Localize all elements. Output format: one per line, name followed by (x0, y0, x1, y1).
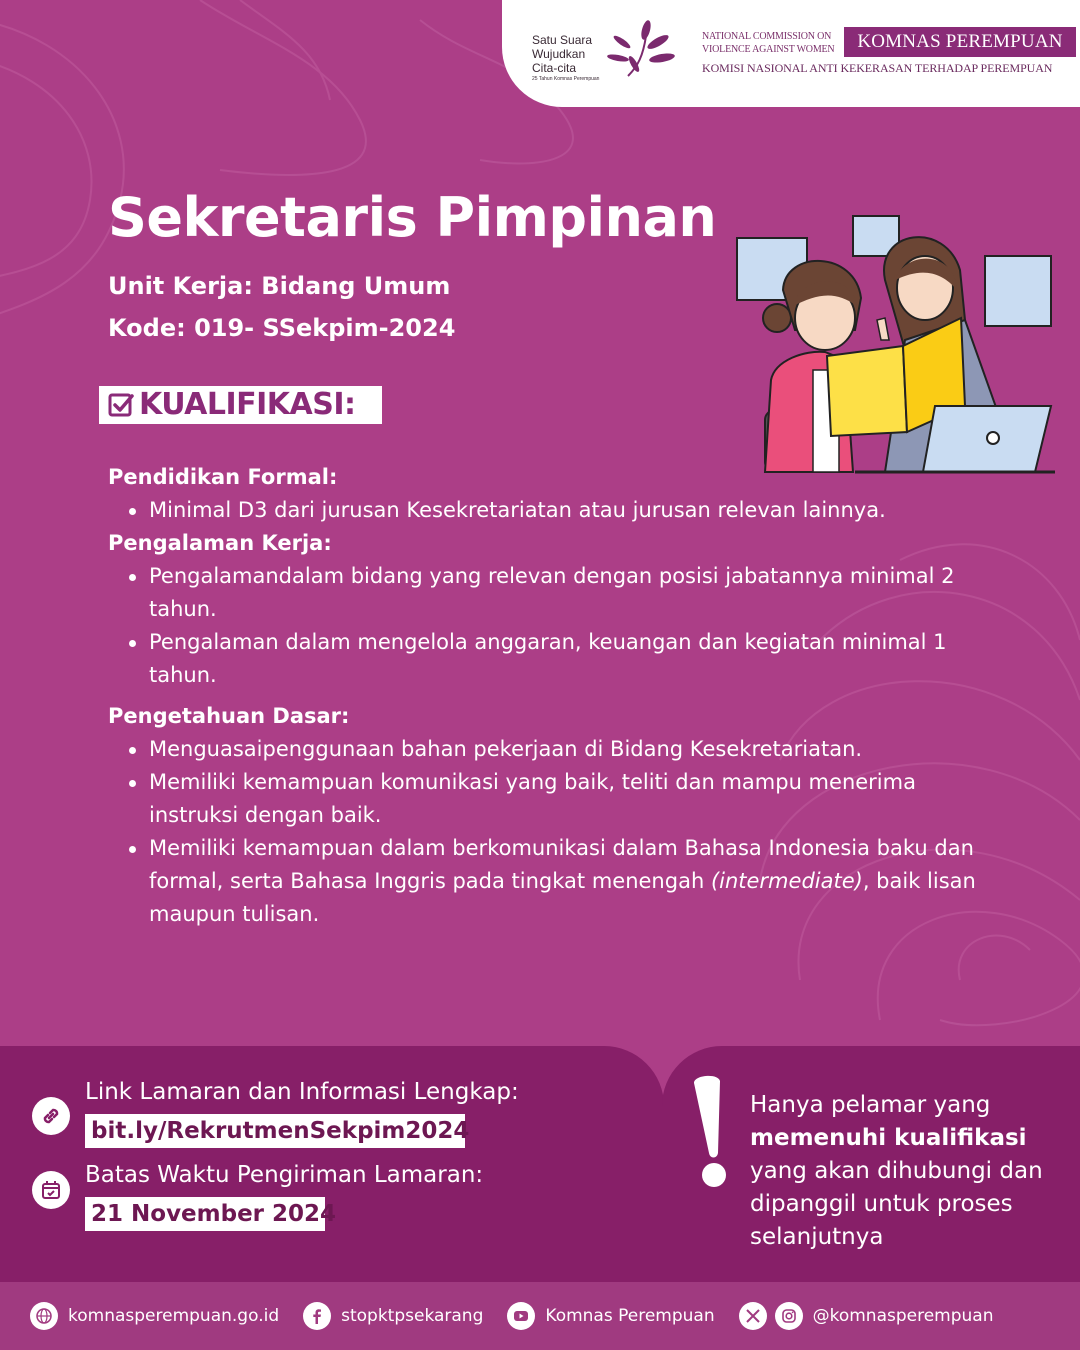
deadline-label: Batas Waktu Pengiriman Lamaran: (85, 1162, 484, 1188)
link-icon (32, 1097, 70, 1135)
footer-website[interactable] (30, 1302, 279, 1330)
org-english-name (702, 30, 834, 56)
org-en-line-1: NATIONAL COMMISSION ON (702, 31, 832, 42)
link-label: Link Lamaran dan Informasi Lengkap: (85, 1079, 519, 1105)
unit-kerja: Unit Kerja: Bidang Umum (108, 272, 451, 300)
facebook-text: stopktpsekarang (341, 1306, 484, 1326)
application-link[interactable]: bit.ly/RekrutmenSekpim2024 (85, 1114, 465, 1148)
instagram-icon (775, 1302, 803, 1330)
globe-icon (30, 1302, 58, 1330)
list-item: Minimal D3 dari jurusan Kesekretariatan atau jurusan relevan lainnya. (149, 494, 988, 527)
notice-post: yang akan dihubungi dan dipanggil untuk proses selanjutnya (750, 1158, 1043, 1250)
notice-bold: memenuhi kualifikasi (750, 1125, 1027, 1151)
website-text: komnasperempuan.go.id (68, 1306, 280, 1326)
deadline-date: 21 November 2024 (85, 1197, 325, 1231)
pengalaman-list (108, 560, 988, 692)
facebook-icon (303, 1302, 331, 1330)
social-handle-text: @komnasperempuan (812, 1306, 994, 1326)
checkbox-icon (107, 391, 135, 419)
kualifikasi-badge (99, 386, 382, 424)
kualifikasi-label: KUALIFIKASI: (139, 387, 356, 422)
list-item-tail: , baik lisan maupun tulisan. (149, 869, 976, 926)
komnas-logo (702, 27, 1076, 81)
org-indonesian-name: KOMISI NASIONAL ANTI KEKERASAN TERHADAP PEREMPUAN (702, 61, 1053, 75)
section-heading-pengalaman: Pengalaman Kerja: (108, 531, 332, 555)
header-banner (502, 0, 1080, 107)
list-item (149, 832, 988, 931)
exclamation-icon (688, 1075, 738, 1190)
qualifications-section (108, 461, 988, 931)
tagline-small: 25 Tahun Komnas Perempuan (532, 76, 600, 82)
org-en-line-2: VIOLENCE AGAINST WOMEN (702, 44, 835, 55)
tagline-line-2: Wujudkan (532, 47, 586, 61)
tagline-line-3: Cita-cita (532, 61, 577, 75)
footer-youtube[interactable] (507, 1302, 714, 1330)
list-item: Pengalamandalam bidang yang relevan dengan posisi jabatannya minimal 2 tahun. (149, 560, 988, 626)
calendar-icon (32, 1171, 70, 1209)
footer-social[interactable] (739, 1302, 994, 1330)
office-workers-illustration (735, 210, 1055, 475)
org-brand: KOMNAS PEREMPUAN (844, 27, 1076, 57)
anniversary-tagline (532, 33, 599, 83)
notice-pre: Hanya pelamar yang (750, 1092, 991, 1118)
pengetahuan-list (108, 733, 988, 931)
list-item-italic: (intermediate) (710, 869, 863, 893)
list-item: Menguasaipenggunaan bahan pekerjaan di Bidang Kesekretariatan. (149, 733, 988, 766)
flower-logo-icon (598, 16, 678, 86)
page-title: Sekretaris Pimpinan (108, 186, 717, 249)
tagline-line-1: Satu Suara (532, 33, 593, 47)
section-heading-pendidikan: Pendidikan Formal: (108, 465, 338, 489)
list-item-text: Memiliki kemampuan dalam berkomunikasi dalam Bahasa Indonesia baku dan formal, serta Bahasa Inggris pada tingkat menengah (149, 836, 974, 893)
section-heading-pengetahuan: Pengetahuan Dasar: (108, 704, 350, 728)
list-item: Pengalaman dalam mengelola anggaran, keuangan dan kegiatan minimal 1 tahun. (149, 626, 988, 692)
pendidikan-list (108, 494, 988, 527)
job-code: Kode: 019- SSekpim-2024 (108, 314, 456, 342)
footer-facebook[interactable] (303, 1302, 483, 1330)
footer (0, 1282, 1080, 1350)
list-item: Memiliki kemampuan komunikasi yang baik, teliti dan mampu menerima instruksi dengan baik. (149, 766, 988, 832)
x-twitter-icon (739, 1302, 767, 1330)
notice-text (750, 1089, 1060, 1254)
youtube-text: Komnas Perempuan (545, 1306, 715, 1326)
youtube-icon (507, 1302, 535, 1330)
